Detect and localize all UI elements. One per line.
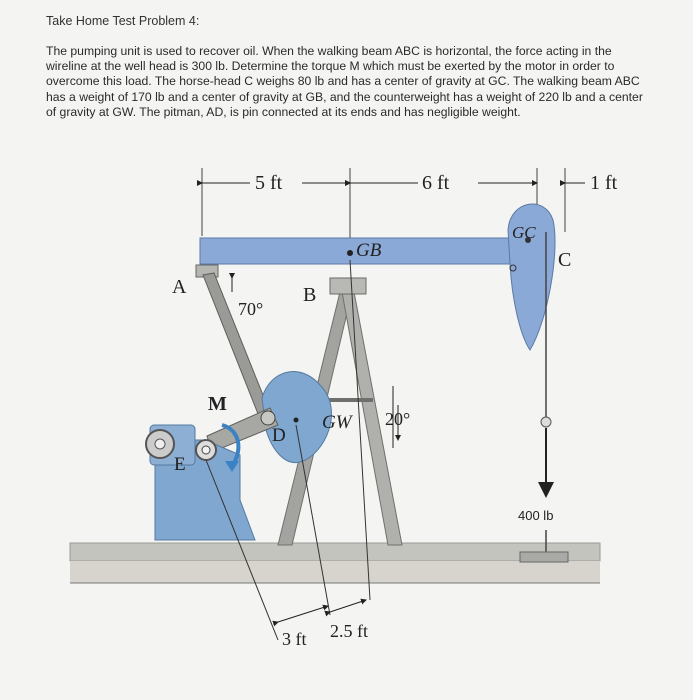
angle-70: 70°: [238, 299, 264, 319]
label-b: B: [303, 284, 317, 306]
problem-statement: The pumping unit is used to recover oil. When the walking beam ABC is horizontal, the force acting in the wireline at the well head is 300 lb. Determine the torque M which must be exerted by the motor in order to overcome this load. The horse-head C weighs 80 lb and has a center of gravity at GC. The walking beam ABC has a weight of 170 lb and a center of gravity at GB, and the counterweight has a weight of 220 lb and a center of gravity at GW. The pitman, AD, is pin connected at its ends and has negligible weight.: [46, 44, 643, 119]
dim-line-2-5ft: [330, 600, 366, 612]
carrier-bar: [541, 417, 551, 427]
label-gb: GB: [356, 240, 382, 261]
dim-label-5ft: 5 ft: [255, 172, 283, 194]
label-gw: GW: [322, 412, 352, 433]
label-gc: GC: [512, 223, 536, 242]
problem-title: Take Home Test Problem 4:: [46, 14, 200, 28]
dim-line-3ft: [278, 606, 328, 622]
dim-label-6ft: 6 ft: [422, 172, 450, 194]
dim-label-1ft: 1 ft: [590, 172, 618, 194]
dim-label-3ft: 3 ft: [282, 629, 307, 649]
well-head: [520, 552, 568, 562]
label-a: A: [172, 276, 187, 298]
pin-d: [261, 411, 275, 425]
ground-texture: [70, 561, 600, 583]
label-m: M: [208, 393, 227, 415]
label-c: C: [558, 249, 572, 271]
force-label: 400 lb: [518, 508, 554, 523]
dim-label-2-5ft: 2.5 ft: [330, 621, 368, 641]
angle-20: 20°: [385, 409, 411, 429]
label-d: D: [272, 425, 286, 446]
label-e: E: [174, 454, 186, 475]
